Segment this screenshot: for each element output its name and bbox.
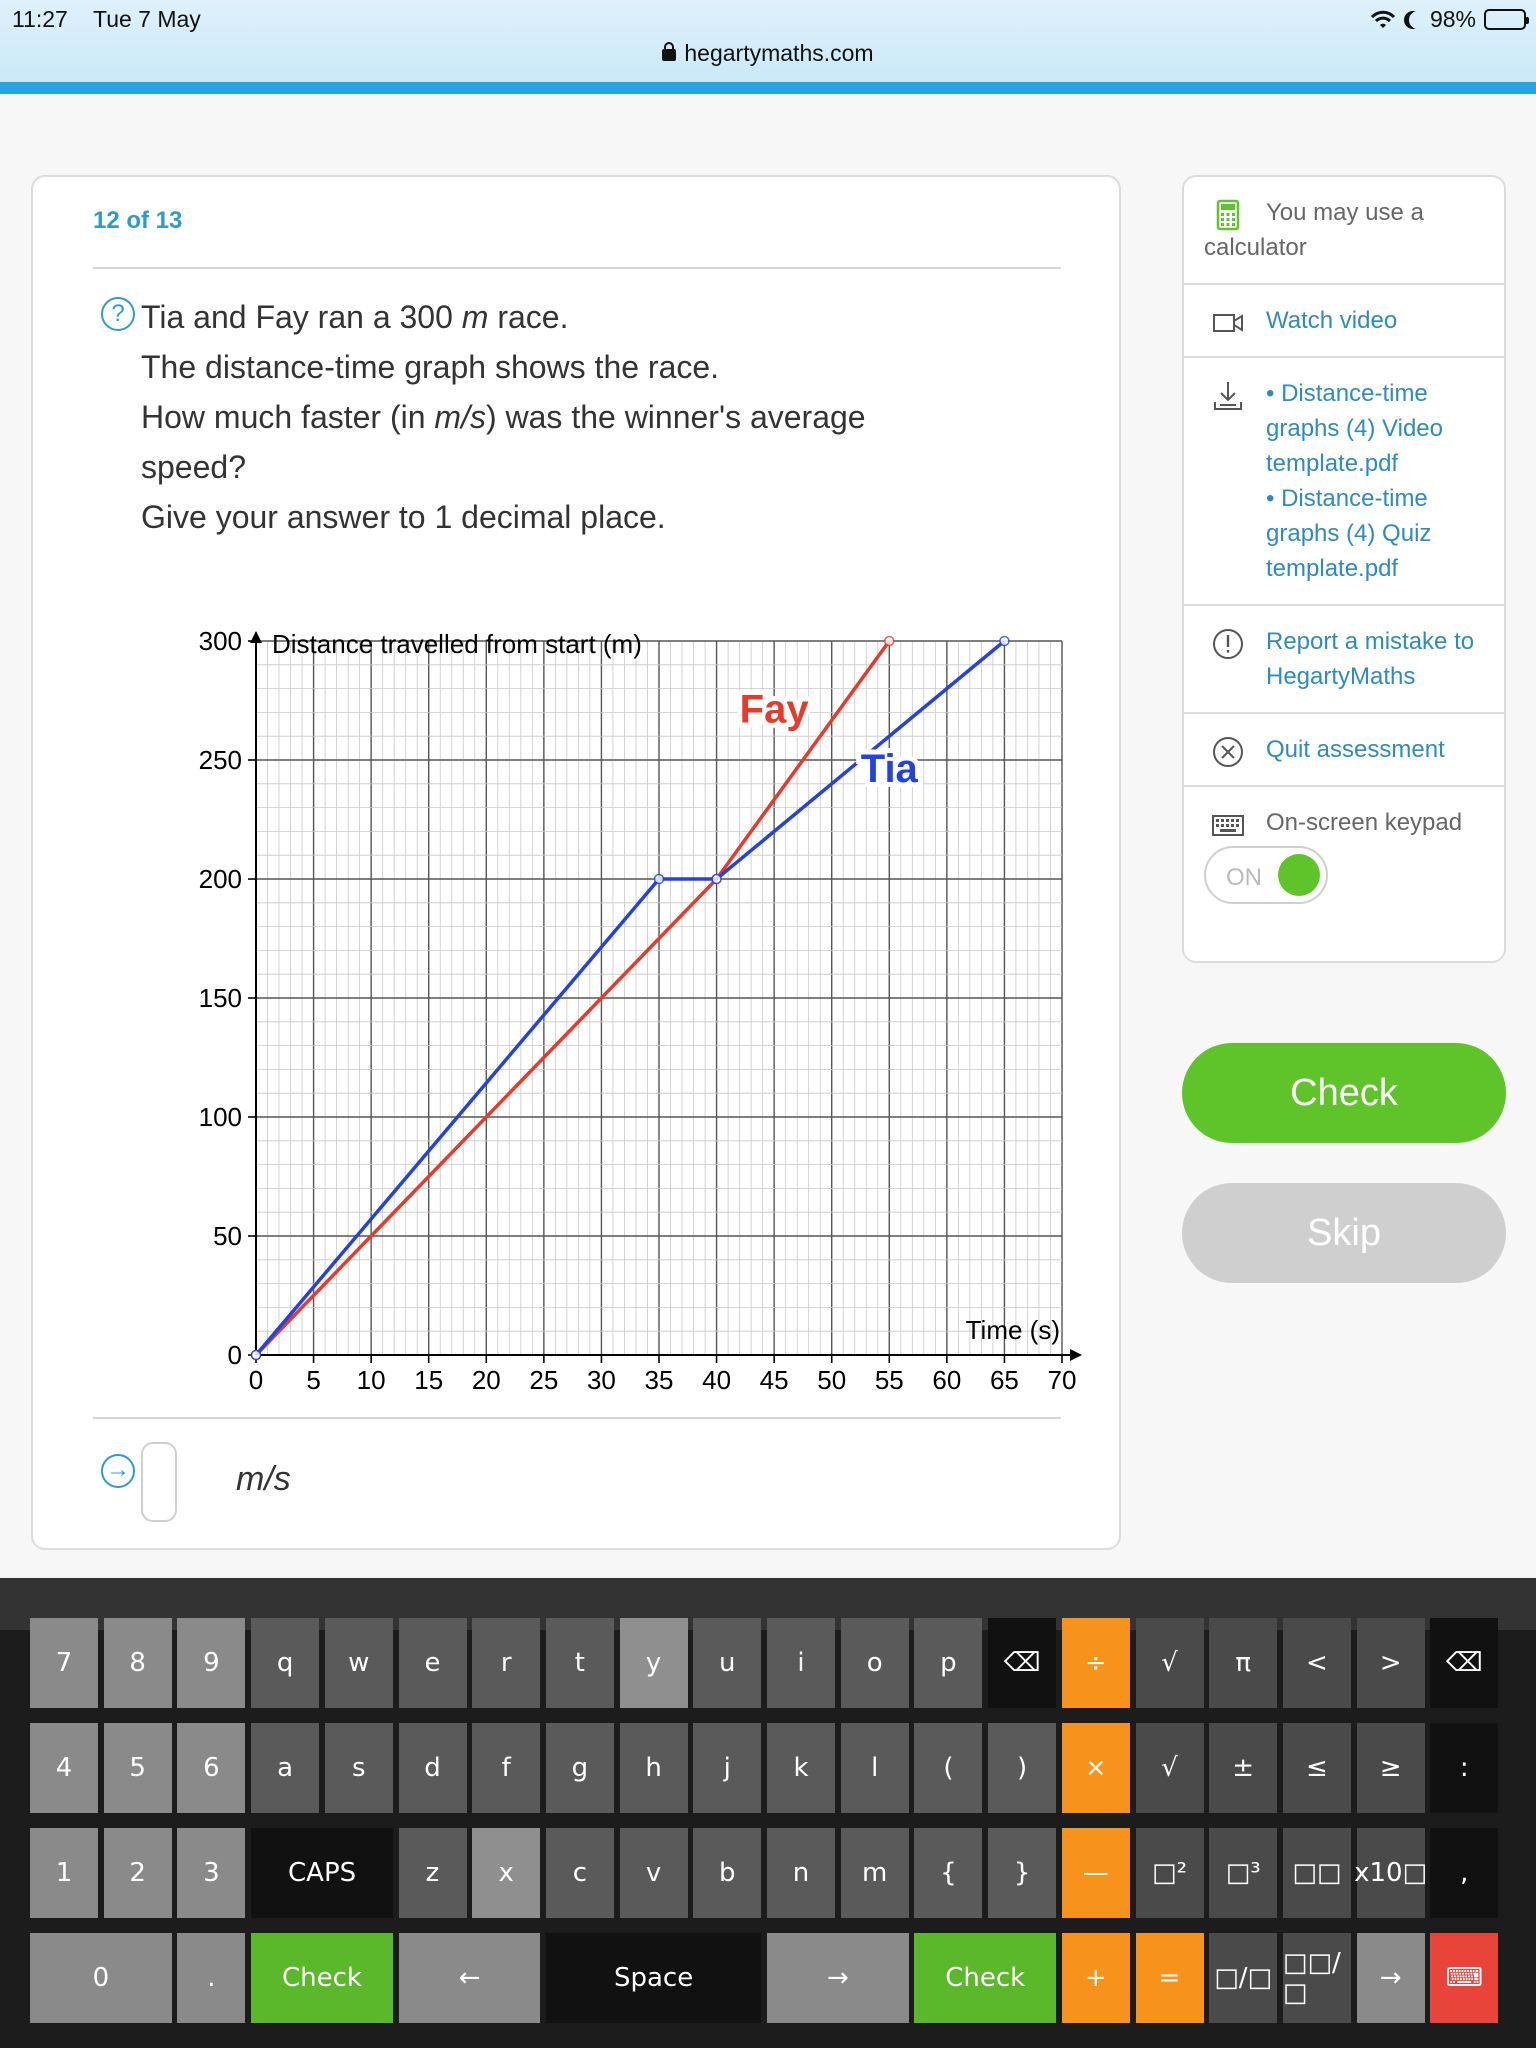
status-time: 11:27 xyxy=(12,6,68,32)
key-minus[interactable]: — xyxy=(1062,1828,1130,1918)
watch-video-link[interactable]: Watch video xyxy=(1184,285,1504,358)
key-decimal[interactable]: . xyxy=(177,1933,245,2023)
key--[interactable]: □³ xyxy=(1209,1828,1277,1918)
key-k[interactable]: k xyxy=(767,1723,835,1813)
y-tick-label: 150 xyxy=(198,983,242,1013)
series-label-tia: Tia xyxy=(860,746,918,791)
key-less-than[interactable]: < xyxy=(1283,1618,1351,1708)
key-q[interactable]: q xyxy=(251,1618,319,1708)
keyboard-icon xyxy=(1212,809,1244,841)
key-n[interactable]: n xyxy=(767,1828,835,1918)
header-accent-bar xyxy=(0,82,1536,94)
x-tick-label: 40 xyxy=(702,1365,732,1395)
divider xyxy=(93,1417,1061,1419)
calculator-note: You may use a calculator xyxy=(1184,177,1504,285)
key-colon[interactable]: : xyxy=(1430,1723,1498,1813)
key-x[interactable]: x xyxy=(472,1828,540,1918)
quit-assessment-link[interactable]: Quit assessment xyxy=(1184,714,1504,787)
y-tick-label: 100 xyxy=(198,1102,242,1132)
key-6[interactable]: 6 xyxy=(177,1723,245,1813)
x-tick-label: 55 xyxy=(874,1365,904,1395)
key-g[interactable]: g xyxy=(546,1723,614,1813)
key-1[interactable]: 1 xyxy=(30,1828,98,1918)
key-greater-than[interactable]: > xyxy=(1357,1618,1425,1708)
key-y[interactable]: y xyxy=(620,1618,688,1708)
key-8[interactable]: 8 xyxy=(104,1618,172,1708)
exclamation-circle-icon xyxy=(1212,628,1244,660)
lock-icon xyxy=(662,49,676,61)
address-bar[interactable] xyxy=(0,40,1536,67)
key-equals[interactable]: = xyxy=(1136,1933,1204,2023)
key-h[interactable]: h xyxy=(620,1723,688,1813)
check-button[interactable]: Check xyxy=(1182,1043,1506,1143)
key-d[interactable]: d xyxy=(399,1723,467,1813)
x-tick-label: 65 xyxy=(989,1365,1019,1395)
key-open-brace[interactable]: { xyxy=(914,1828,982,1918)
data-point xyxy=(1000,637,1009,646)
key-p[interactable]: p xyxy=(914,1618,982,1708)
data-point xyxy=(712,875,721,884)
key-7[interactable]: 7 xyxy=(30,1618,98,1708)
key-w[interactable]: w xyxy=(325,1618,393,1708)
key-3[interactable]: 3 xyxy=(177,1828,245,1918)
skip-button[interactable]: Skip xyxy=(1182,1183,1506,1283)
key-comma[interactable]: , xyxy=(1430,1828,1498,1918)
key-pi[interactable]: π xyxy=(1209,1618,1277,1708)
close-circle-icon xyxy=(1212,736,1244,768)
status-right xyxy=(1370,6,1526,33)
x-tick-label: 30 xyxy=(586,1365,616,1395)
x-tick-label: 70 xyxy=(1047,1365,1077,1395)
download-video-template-link[interactable]: • Distance-time graphs (4) Video template.pdf xyxy=(1266,380,1443,477)
divider xyxy=(93,267,1061,269)
key-backspace[interactable]: ⌫ xyxy=(1430,1618,1498,1708)
key-right-arrow[interactable]: → xyxy=(767,1933,909,2023)
key-multiply[interactable]: × xyxy=(1062,1723,1130,1813)
onscreen-keypad xyxy=(0,1578,1536,2048)
x-axis-title: Time (s) xyxy=(965,1315,1060,1345)
key-i[interactable]: i xyxy=(767,1618,835,1708)
x-tick-label: 0 xyxy=(248,1365,264,1395)
question-circle-icon: ? xyxy=(101,297,135,331)
key-divide[interactable]: ÷ xyxy=(1062,1618,1130,1708)
x-tick-label: 45 xyxy=(759,1365,789,1395)
downloads xyxy=(1184,358,1504,606)
y-tick-label: 200 xyxy=(198,864,242,894)
key-right-arrow[interactable]: → xyxy=(1357,1933,1425,2023)
y-tick-label: 250 xyxy=(198,745,242,775)
download-quiz-template-link[interactable]: • Distance-time graphs (4) Quiz template.pdf xyxy=(1266,485,1432,582)
side-panel xyxy=(1182,175,1506,963)
download-icon xyxy=(1212,380,1244,412)
arrow-circle-icon: → xyxy=(101,1454,135,1488)
answer-input[interactable] xyxy=(141,1442,177,1522)
keypad-toggle[interactable]: ON xyxy=(1204,846,1328,904)
key-r[interactable]: r xyxy=(472,1618,540,1708)
data-point xyxy=(885,637,894,646)
question-card xyxy=(31,175,1121,1550)
y-tick-label: 50 xyxy=(213,1221,242,1251)
key--[interactable]: □□ xyxy=(1283,1828,1351,1918)
key-a[interactable]: a xyxy=(251,1723,319,1813)
key-z[interactable]: z xyxy=(399,1828,467,1918)
x-tick-label: 20 xyxy=(471,1365,501,1395)
y-axis-title: Distance travelled from start (m) xyxy=(272,629,642,659)
x-axis-arrow xyxy=(1070,1349,1082,1361)
question-counter: 12 of 13 xyxy=(93,207,183,234)
report-mistake-link[interactable]: Report a mistake to HegartyMaths xyxy=(1184,606,1504,714)
key-backspace[interactable]: ⌫ xyxy=(988,1618,1056,1708)
key-j[interactable]: j xyxy=(693,1723,761,1813)
key-f[interactable]: f xyxy=(472,1723,540,1813)
key-close-brace[interactable]: } xyxy=(988,1828,1056,1918)
key-c[interactable]: c xyxy=(546,1828,614,1918)
key-m[interactable]: m xyxy=(841,1828,909,1918)
x-tick-label: 25 xyxy=(529,1365,559,1395)
series-label-fay: Fay xyxy=(739,687,809,732)
question-text: Tia and Fay ran a 300 m race. The distance-time graph shows the race. How much faster (in m/s) was the winner's average speed? Give your answer to 1 decimal place. xyxy=(141,299,866,535)
y-tick-label: 300 xyxy=(198,626,242,656)
key-check[interactable]: Check xyxy=(914,1933,1056,2023)
data-point xyxy=(252,1351,261,1360)
answer-unit: m/s xyxy=(236,1460,291,1498)
key-e[interactable]: e xyxy=(399,1618,467,1708)
y-tick-label: 0 xyxy=(227,1340,242,1370)
key-check[interactable]: Check xyxy=(251,1933,393,2023)
key-close-paren[interactable]: ) xyxy=(988,1723,1056,1813)
key-caps[interactable]: CAPS xyxy=(251,1828,393,1918)
key-b[interactable]: b xyxy=(693,1828,761,1918)
moon-icon xyxy=(1409,11,1427,29)
key-plus-minus[interactable]: ± xyxy=(1209,1723,1277,1813)
key--[interactable]: □² xyxy=(1136,1828,1204,1918)
key-x10-[interactable]: x10□ xyxy=(1357,1828,1425,1918)
key-hide-keyboard[interactable]: ⌨ xyxy=(1430,1933,1498,2023)
key-greater-equal[interactable]: ≥ xyxy=(1357,1723,1425,1813)
key--[interactable]: □□/□ xyxy=(1283,1933,1351,2023)
x-tick-label: 10 xyxy=(356,1365,386,1395)
data-point xyxy=(655,875,664,884)
distance-time-graph xyxy=(143,597,1103,1397)
key-9[interactable]: 9 xyxy=(177,1618,245,1708)
key-l[interactable]: l xyxy=(841,1723,909,1813)
x-tick-label: 5 xyxy=(306,1365,321,1395)
key-plus[interactable]: + xyxy=(1062,1933,1130,2023)
url-text: hegartymaths.com xyxy=(684,40,874,66)
key-sqrt[interactable]: √ xyxy=(1136,1723,1204,1813)
key-t[interactable]: t xyxy=(546,1618,614,1708)
x-tick-label: 50 xyxy=(817,1365,847,1395)
key-0[interactable]: 0 xyxy=(30,1933,172,2023)
key-5[interactable]: 5 xyxy=(104,1723,172,1813)
calculator-icon xyxy=(1212,199,1244,231)
x-tick-label: 35 xyxy=(644,1365,674,1395)
wifi-icon xyxy=(1370,10,1396,30)
answer-row xyxy=(101,1442,1001,1522)
key-4[interactable]: 4 xyxy=(30,1723,98,1813)
grid-lines xyxy=(256,641,1062,1355)
key-left-arrow[interactable]: ← xyxy=(399,1933,541,2023)
key-o[interactable]: o xyxy=(841,1618,909,1708)
x-tick-label: 60 xyxy=(932,1365,962,1395)
status-date: Tue 7 May xyxy=(93,6,201,32)
status-bar xyxy=(0,0,1536,82)
key-v[interactable]: v xyxy=(620,1828,688,1918)
key-sqrt[interactable]: √ xyxy=(1136,1618,1204,1708)
onscreen-keypad-setting: On-screen keypad ON xyxy=(1184,787,1504,922)
key-2[interactable]: 2 xyxy=(104,1828,172,1918)
video-camera-icon xyxy=(1212,307,1244,339)
x-tick-label: 15 xyxy=(414,1365,444,1395)
key-less-equal[interactable]: ≤ xyxy=(1283,1723,1351,1813)
battery-icon xyxy=(1484,9,1526,30)
battery-percent: 98% xyxy=(1429,6,1476,32)
key-space[interactable]: Space xyxy=(546,1933,761,2023)
key-open-paren[interactable]: ( xyxy=(914,1723,982,1813)
key--[interactable]: □/□ xyxy=(1209,1933,1277,2023)
key-u[interactable]: u xyxy=(693,1618,761,1708)
key-s[interactable]: s xyxy=(325,1723,393,1813)
